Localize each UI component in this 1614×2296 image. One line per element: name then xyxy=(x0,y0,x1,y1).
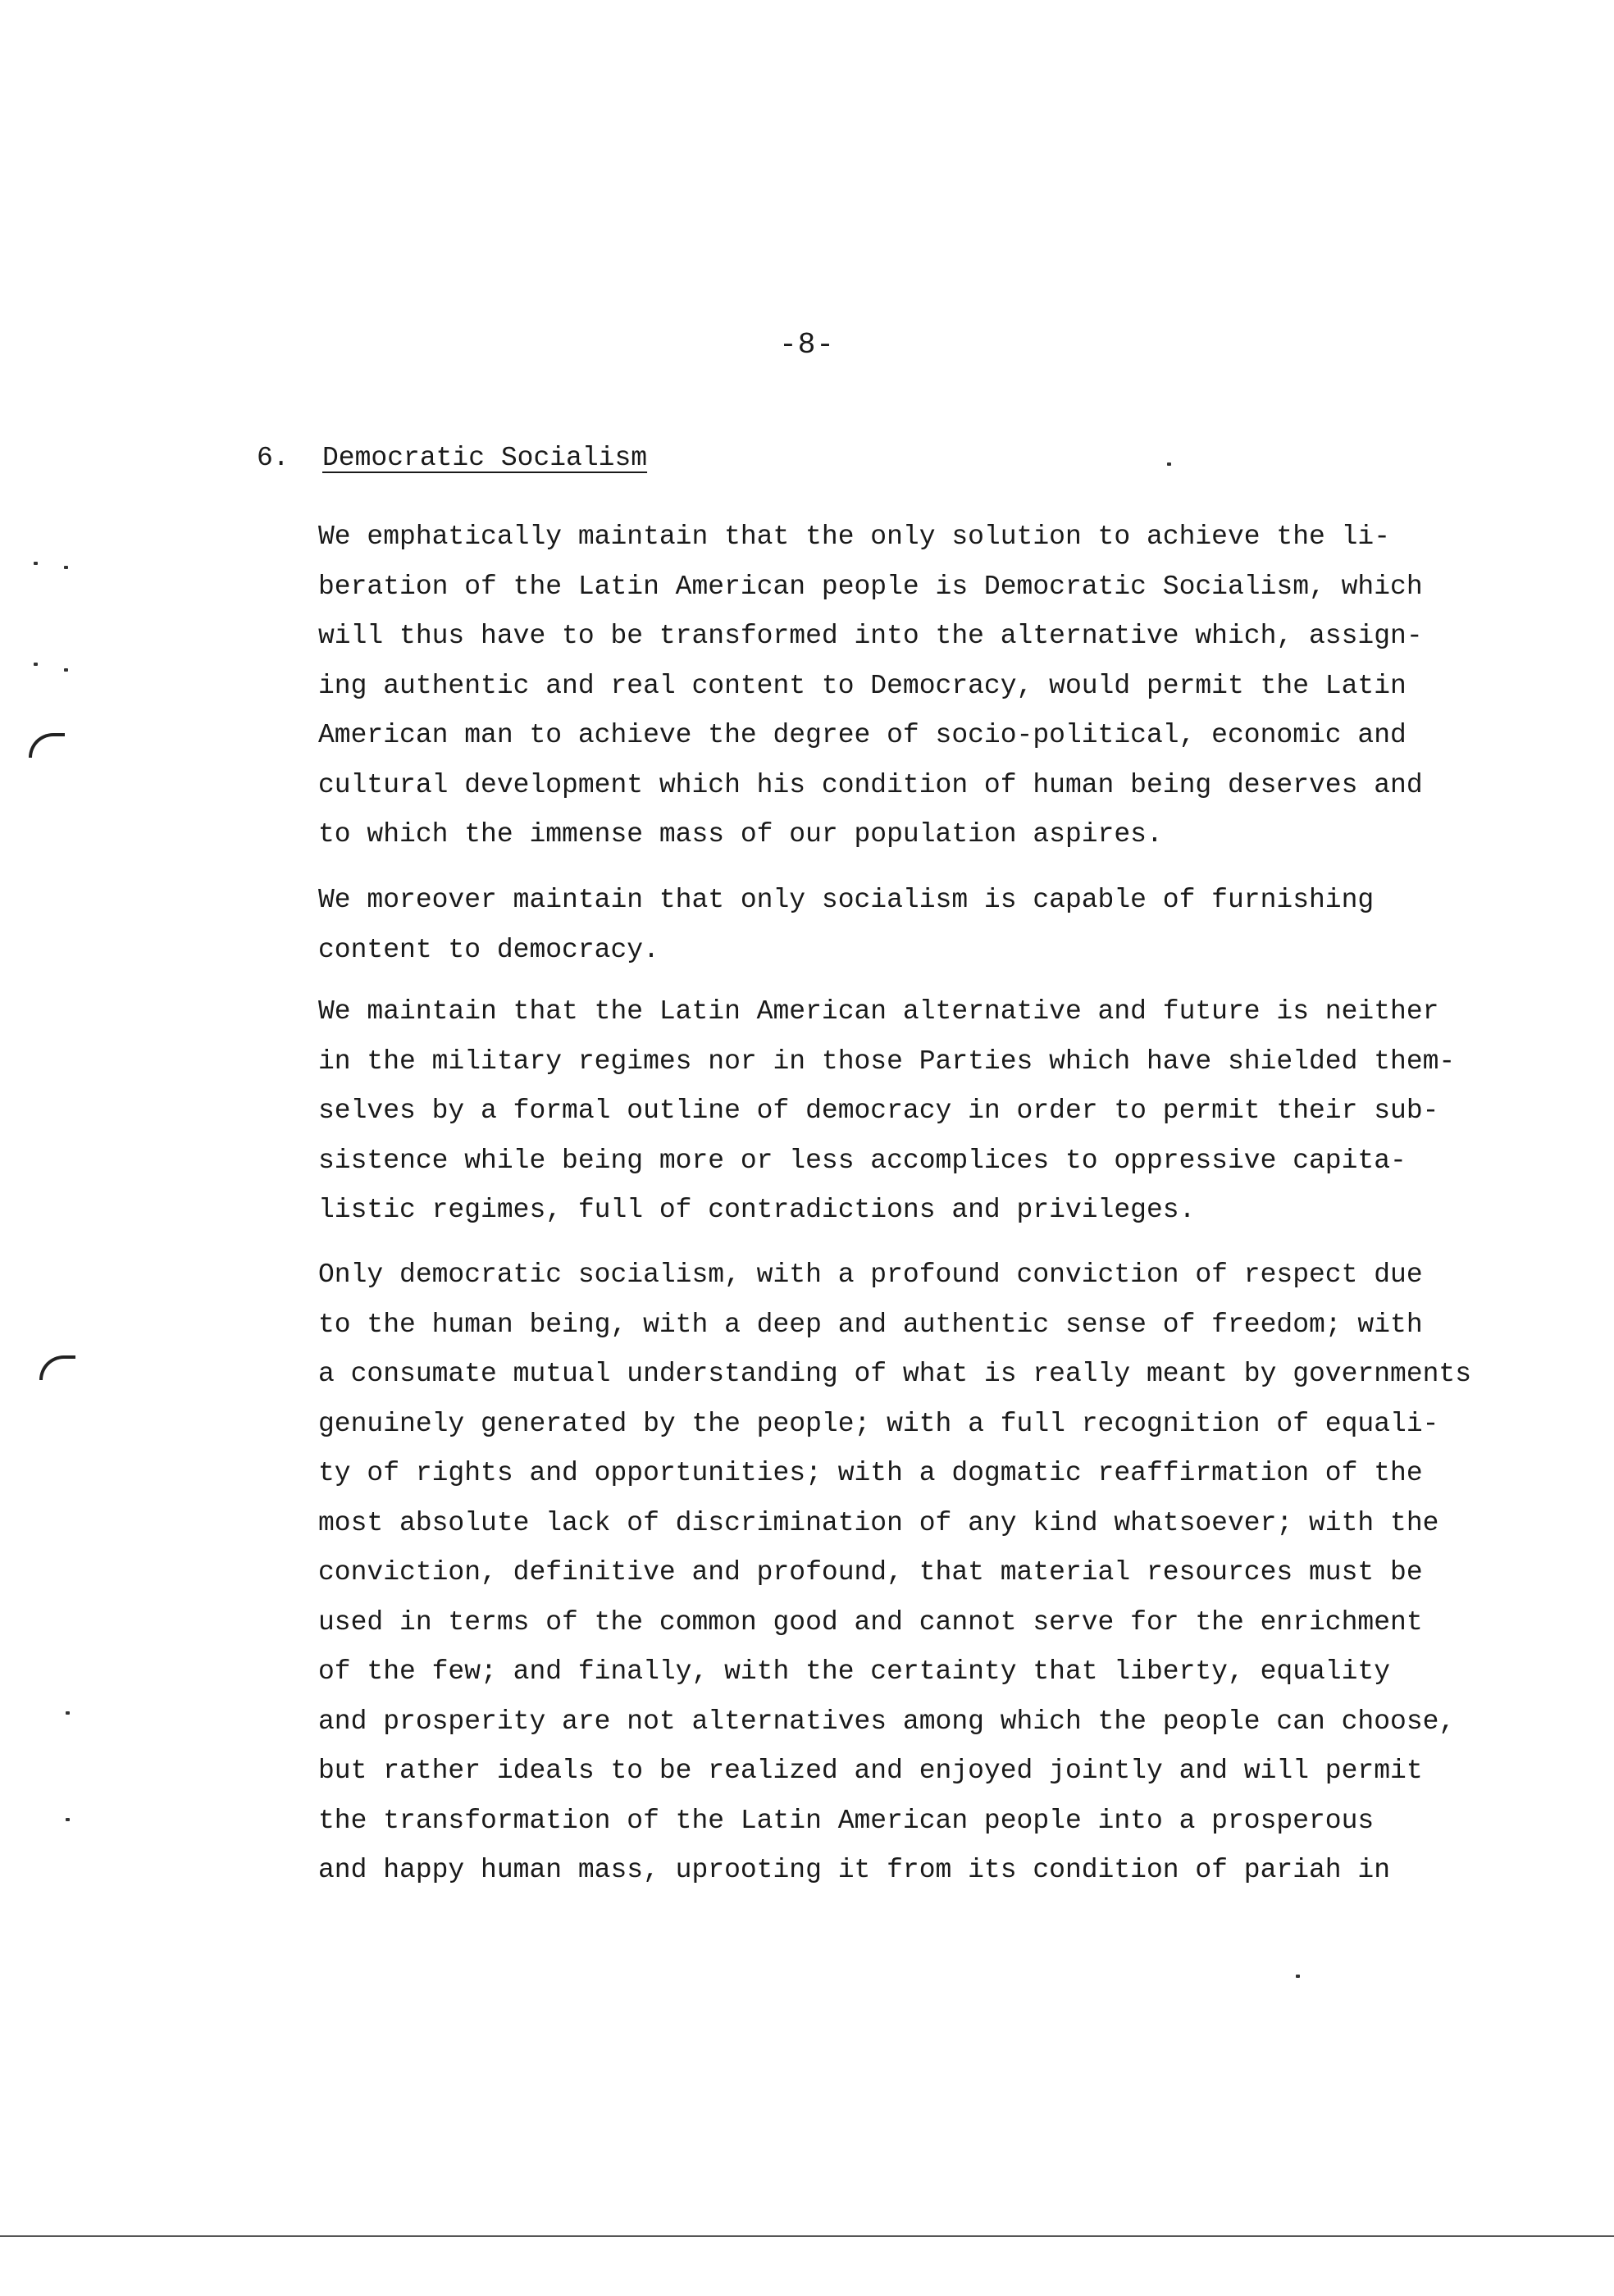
text-line: to the human being, with a deep and authentic sense of freedom; with xyxy=(318,1309,1423,1340)
text-line: ing authentic and real content to Democracy, would permit the Latin xyxy=(318,670,1407,701)
section-heading xyxy=(257,443,647,473)
scan-speck xyxy=(64,668,68,672)
text-line: We emphatically maintain that the only solution to achieve the li- xyxy=(318,522,1391,552)
paragraph-only-democratic-socialism xyxy=(318,1250,1483,1896)
page-bottom-rule xyxy=(0,2235,1614,2237)
scan-speck xyxy=(64,566,68,569)
scan-speck xyxy=(34,663,38,666)
text-line: selves by a formal outline of democracy in order to permit their sub- xyxy=(318,1096,1439,1126)
text-line: content to democracy. xyxy=(318,934,659,965)
text-line: We maintain that the Latin American alternative and future is neither xyxy=(318,996,1439,1027)
text-line: We moreover maintain that only socialism is capable of furnishing xyxy=(318,885,1375,915)
text-line: and happy human mass, uprooting it from its condition of pariah in xyxy=(318,1855,1391,1885)
section-number: 6. xyxy=(257,443,290,473)
punch-hole-mark xyxy=(29,733,65,758)
text-line: the transformation of the Latin American people into a prosperous xyxy=(318,1805,1375,1836)
scan-speck xyxy=(66,1711,70,1715)
scan-speck xyxy=(1167,462,1171,466)
text-line: genuinely generated by the people; with a full recognition of equali- xyxy=(318,1408,1439,1439)
scan-speck xyxy=(34,562,38,565)
text-line: and prosperity are not alternatives among which the people can choose, xyxy=(318,1706,1456,1737)
text-line: most absolute lack of discrimination of any kind whatsoever; with the xyxy=(318,1507,1439,1538)
text-line: will thus have to be transformed into the alternative which, assign- xyxy=(318,621,1423,651)
text-line: ty of rights and opportunities; with a dogmatic reaffirmation of the xyxy=(318,1458,1423,1488)
text-line: a consumate mutual understanding of what is really meant by governments xyxy=(318,1359,1472,1389)
scan-speck xyxy=(66,1818,70,1821)
section-title: Democratic Socialism xyxy=(322,443,648,473)
paragraph-alternative-and-future xyxy=(318,987,1483,1236)
text-line: listic regimes, full of contradictions and privileges. xyxy=(318,1195,1196,1225)
text-line: used in terms of the common good and cannot serve for the enrichment xyxy=(318,1606,1423,1638)
text-line: to which the immense mass of our population aspires. xyxy=(318,819,1163,850)
page-number: -8- xyxy=(779,328,835,362)
paragraph-content-to-democracy xyxy=(318,876,1483,975)
text-line: in the military regimes nor in those Parties which have shielded them- xyxy=(318,1046,1456,1077)
text-line: cultural development which his condition of human being deserves and xyxy=(318,769,1423,800)
text-line: sistence while being more or less accomplices to oppressive capita- xyxy=(318,1145,1407,1176)
paragraph-liberation xyxy=(318,512,1483,860)
text-line: but rather ideals to be realized and enjoyed jointly and will permit xyxy=(318,1756,1423,1786)
text-line: of the few; and finally, with the certainty that liberty, equality xyxy=(318,1656,1391,1687)
punch-hole-mark xyxy=(39,1355,75,1380)
text-line: conviction, definitive and profound, that material resources must be xyxy=(318,1557,1423,1588)
text-line: beration of the Latin American people is Democratic Socialism, which xyxy=(318,571,1423,602)
scan-speck xyxy=(1296,1975,1300,1978)
text-line: Only democratic socialism, with a profound conviction of respect due xyxy=(318,1260,1423,1290)
text-line: American man to achieve the degree of socio-political, economic and xyxy=(318,720,1407,750)
